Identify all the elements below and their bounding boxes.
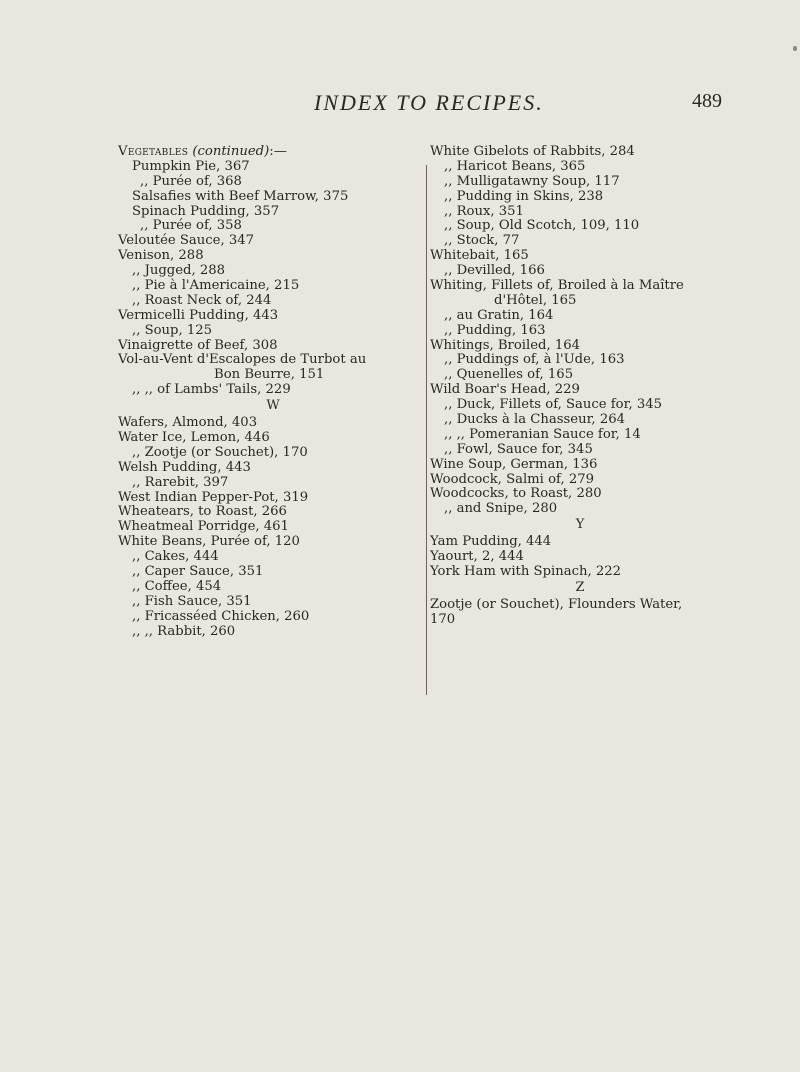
index-entry: Wine Soup, German, 136 <box>430 456 598 472</box>
index-entry: ,, Fowl, Sauce for, 345 <box>444 441 593 457</box>
index-entry: Yaourt, 2, 444 <box>430 549 524 565</box>
index-entry: Spinach Pudding, 357 <box>132 203 280 219</box>
index-entry: ,, Coffee, 454 <box>132 578 222 594</box>
index-entry: ,, Jugged, 288 <box>132 263 226 279</box>
index-entry: Welsh Pudding, 443 <box>118 459 251 475</box>
index-entry: Water Ice, Lemon, 446 <box>118 429 270 445</box>
index-entry: Vinaigrette of Beef, 308 <box>118 337 278 353</box>
index-entry: ,, Devilled, 166 <box>444 263 545 279</box>
index-entry: Woodcocks, to Roast, 280 <box>430 486 602 502</box>
index-entry: ,, Purée of, 368 <box>140 173 242 189</box>
heading-main: Vegetables <box>118 144 189 159</box>
index-entry: ,, Pudding in Skins, 238 <box>444 188 604 204</box>
index-entry: Wheatmeal Porridge, 461 <box>118 519 289 535</box>
left-column <box>118 145 428 639</box>
index-entry: West Indian Pepper-Pot, 319 <box>118 489 309 505</box>
index-entry: ,, Soup, Old Scotch, 109, 110 <box>444 218 640 234</box>
index-entry: ,, Fish Sauce, 351 <box>132 593 252 609</box>
index-entry: ,, Ducks à la Chasseur, 264 <box>444 412 625 428</box>
index-entry: Yam Pudding, 444 <box>430 534 552 550</box>
index-entry: Woodcock, Salmi of, 279 <box>430 471 594 487</box>
index-entry: ,, ,, Pomeranian Sauce for, 14 <box>444 426 641 442</box>
index-entry: ,, Rarebit, 397 <box>132 474 229 490</box>
letter-heading-z: Z <box>575 579 585 595</box>
heading-suffix: :— <box>269 144 287 159</box>
running-title: INDEX TO RECIPES. <box>314 90 544 115</box>
heading-continued: (continued) <box>192 144 270 159</box>
index-entry: ,, ,, Rabbit, 260 <box>132 623 236 639</box>
letter-heading-y: Y <box>575 517 585 533</box>
index-entry: ,, Haricot Beans, 365 <box>444 158 586 174</box>
index-entry: ,, Quenelles of, 165 <box>444 367 574 383</box>
page-header <box>0 90 800 120</box>
column-divider <box>426 165 427 695</box>
index-entry: ,, ,, of Lambs' Tails, 229 <box>132 382 291 398</box>
index-entry: White Gibelots of Rabbits, 284 <box>430 144 635 159</box>
index-entry: Venison, 288 <box>118 248 204 264</box>
index-entry: ,, Duck, Fillets of, Sauce for, 345 <box>444 397 663 413</box>
index-entry: Whitebait, 165 <box>430 248 529 264</box>
index-entry: ,, Roux, 351 <box>444 203 524 219</box>
page-number: 489 <box>692 90 722 112</box>
index-entry: Wafers, Almond, 403 <box>118 415 258 431</box>
index-entry: York Ham with Spinach, 222 <box>430 563 622 579</box>
index-entry: Whiting, Fillets of, Broiled à la Maître <box>430 278 684 294</box>
index-entry: ,, Purée of, 358 <box>140 218 242 234</box>
index-entry: ,, Zootje (or Souchet), 170 <box>132 444 308 460</box>
index-entry: ,, and Snipe, 280 <box>444 501 558 517</box>
index-entry-continuation: d'Hôtel, 165 <box>494 292 577 308</box>
index-entry-continuation: 170 <box>430 611 456 627</box>
index-entry: ,, Puddings of, à l'Ude, 163 <box>444 352 625 368</box>
index-entry: ,, Caper Sauce, 351 <box>132 563 264 579</box>
index-entry: ,, Pudding, 163 <box>444 322 546 338</box>
index-entry: Zootje (or Souchet), Flounders Water, <box>430 596 683 612</box>
letter-heading-w: W <box>266 398 280 414</box>
index-entry: ,, Stock, 77 <box>444 233 520 249</box>
index-entry: Vol-au-Vent d'Escalopes de Turbot au <box>118 352 367 368</box>
index-entry: ,, au Gratin, 164 <box>444 307 554 323</box>
index-entry: ,, Roast Neck of, 244 <box>132 292 272 308</box>
index-entry: Veloutée Sauce, 347 <box>118 233 255 249</box>
index-entry-continuation: Bon Beurre, 151 <box>214 367 325 383</box>
right-column <box>430 145 730 628</box>
index-entry: White Beans, Purée of, 120 <box>118 534 300 550</box>
index-entry: ,, Pie à l'Americaine, 215 <box>132 278 300 294</box>
index-entry: ,, Mulligatawny Soup, 117 <box>444 173 620 189</box>
page-speck <box>793 46 797 51</box>
index-entry: Salsafies with Beef Marrow, 375 <box>132 188 349 204</box>
index-entry: Wheatears, to Roast, 266 <box>118 504 287 520</box>
index-entry: Whitings, Broiled, 164 <box>430 337 581 353</box>
index-entry: Pumpkin Pie, 367 <box>132 158 250 174</box>
section-heading <box>118 145 428 160</box>
index-entry: ,, Soup, 125 <box>132 322 213 338</box>
index-entry: Wild Boar's Head, 229 <box>430 382 580 398</box>
index-entry: Vermicelli Pudding, 443 <box>118 307 279 323</box>
index-entry: ,, Cakes, 444 <box>132 549 219 565</box>
index-entry: ,, Fricasséed Chicken, 260 <box>132 608 310 624</box>
